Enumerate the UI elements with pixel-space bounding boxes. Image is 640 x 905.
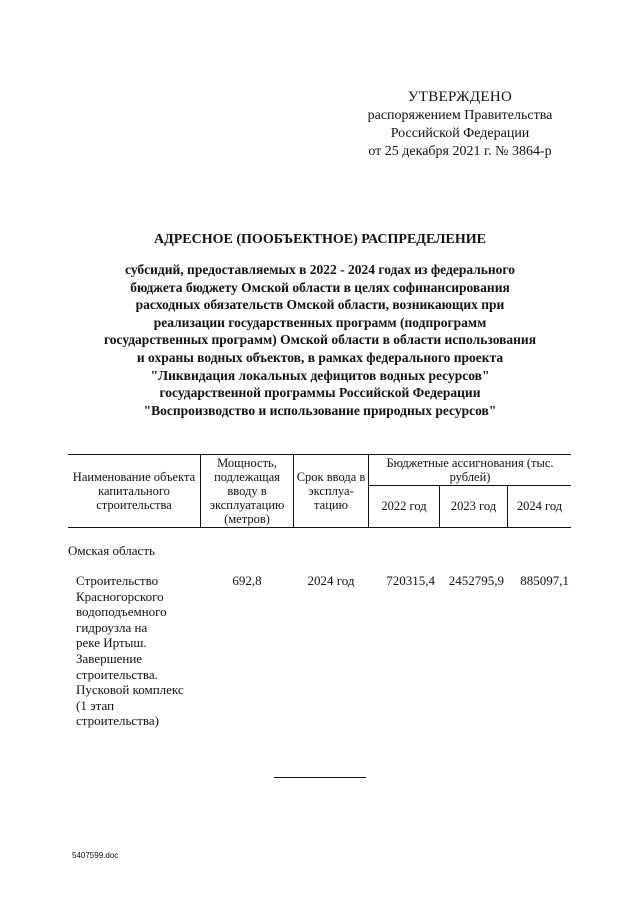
- cell-2023: 2452795,9: [448, 573, 504, 588]
- object-name-line: гидроузла на: [76, 619, 148, 635]
- object-name: [76, 573, 184, 729]
- subtitle-line: "Воспроизводство и использование природных ресурсов": [143, 402, 497, 418]
- header-name: Наименование объекта капитального строительства: [72, 470, 196, 512]
- header-capacity: Мощность, подлежащая вводу в эксплуатацию (метров): [209, 456, 285, 526]
- header-2024: 2024 год: [516, 499, 563, 513]
- object-name-line: Завершение: [76, 650, 143, 666]
- object-name-line: Строительство: [76, 573, 159, 588]
- document-subtitle: [60, 261, 580, 419]
- cell-capacity: 692,8: [232, 573, 262, 588]
- object-name-line: строительства.: [76, 666, 158, 682]
- subtitle-line: государственных программ) Омской области в области использования: [103, 332, 537, 348]
- cell-2022: 720315,4: [386, 573, 435, 588]
- cell-term: 2024 год: [307, 573, 355, 588]
- column-divider: [507, 485, 508, 527]
- cell-2024: 885097,1: [520, 573, 569, 588]
- subtitle-line: расходных обязательств Омской области, возникающих при: [135, 297, 505, 313]
- approval-line-1: распоряжением Правительства: [367, 108, 553, 123]
- column-divider: [200, 455, 201, 527]
- subtitle-line: бюджета бюджету Омской области в целях софинансирования: [130, 279, 510, 295]
- object-name-line: Красногорского: [76, 588, 164, 604]
- document-id: 5407599.doc: [72, 851, 119, 860]
- object-name-line: водоподъемного: [76, 604, 167, 620]
- end-rule: [274, 777, 366, 778]
- object-name-line: (1 этап: [76, 697, 115, 713]
- document-title: АДРЕСНОЕ (ПООБЪЕКТНОЕ) РАСПРЕДЕЛЕНИЕ: [154, 232, 486, 247]
- object-name-line: реке Иртыш.: [76, 635, 147, 651]
- column-divider: [439, 485, 440, 527]
- subtitle-line: государственной программы Российской Федерации: [159, 385, 481, 401]
- header-2023: 2023 год: [450, 499, 497, 513]
- approval-line-3: от 25 декабря 2021 г. № 3864-р: [368, 144, 552, 159]
- approval-block: [350, 88, 570, 161]
- object-name-line: строительства): [76, 713, 159, 729]
- column-divider: [293, 455, 294, 527]
- subtitle-line: и охраны водных объектов, в рамках федерального проекта: [136, 349, 504, 365]
- subtitle-line: реализации государственных программ (подпрограмм: [153, 314, 487, 330]
- table-header-row: [68, 454, 571, 528]
- subtitle-line: субсидий, предоставляемых в 2022 - 2024 годах из федерального: [125, 262, 515, 277]
- approval-heading: УТВЕРЖДЕНО: [407, 89, 513, 105]
- object-name-line: Пусковой комплекс: [76, 682, 184, 698]
- subtitle-line: "Ликвидация локальных дефицитов водных ресурсов": [150, 367, 490, 383]
- region-label: Омская область: [68, 543, 155, 558]
- header-budget-group: Бюджетные ассигнования (тыс. рублей): [386, 456, 554, 484]
- column-divider: [368, 455, 369, 527]
- header-term: Срок ввода в эксплуа-тацию: [296, 470, 366, 512]
- approval-line-2: Российской Федерации: [390, 126, 530, 141]
- budget-subheader-divider: [368, 485, 571, 486]
- header-2022: 2022 год: [381, 499, 427, 513]
